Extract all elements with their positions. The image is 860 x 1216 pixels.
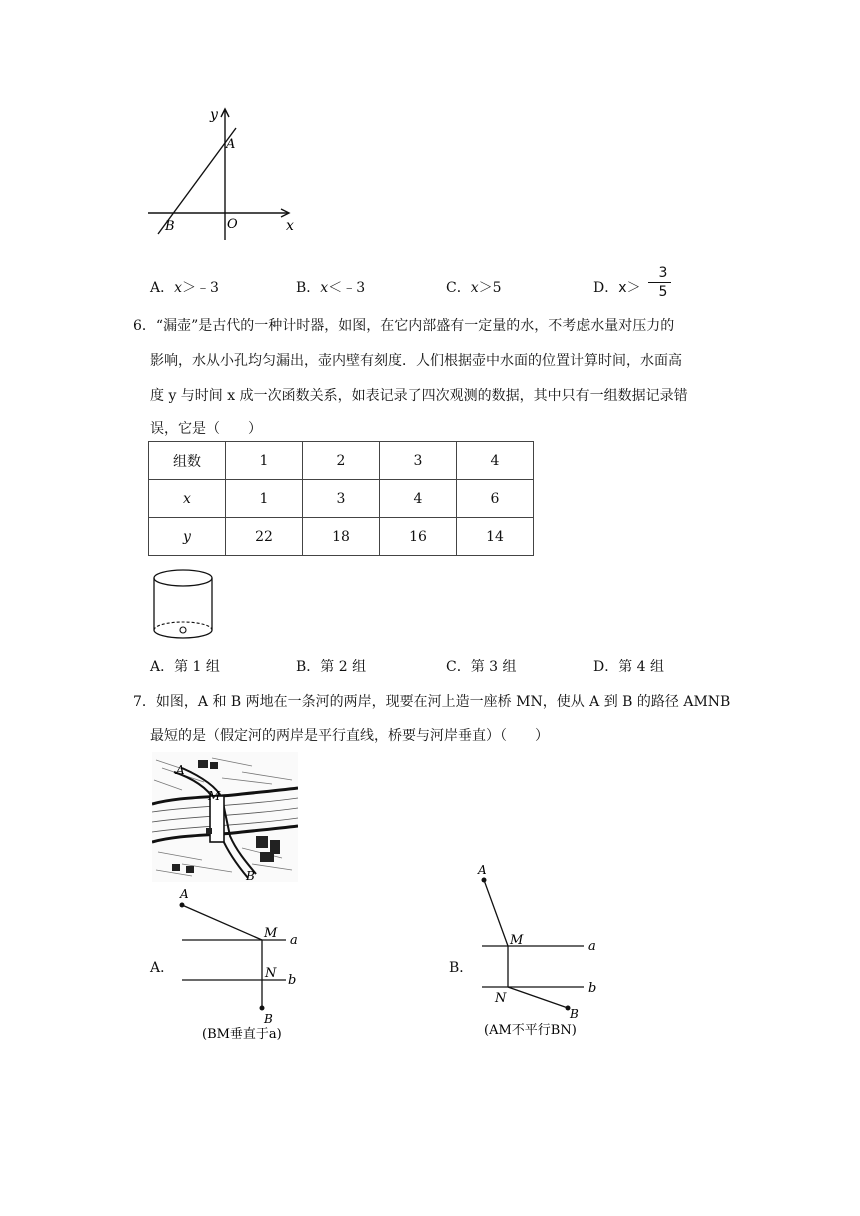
q6-data-table [148,441,534,556]
table-cell: 4 [457,442,534,480]
table-cell: 14 [457,518,534,556]
x-axis-label: x [286,218,294,234]
fraction-denominator: 5 [658,284,668,300]
label-n: N [265,966,277,981]
table-cell: 16 [380,518,457,556]
option-relation: ＞ [626,280,641,296]
option-prefix: B． [296,280,321,296]
q5-option-c[interactable] [446,277,502,297]
label-line-a: a [588,939,596,954]
label-line-a: a [290,933,298,948]
table-cell: y [149,518,226,556]
q7-option-a-diagram [170,886,320,1046]
table-cell: 18 [303,518,380,556]
table-cell: 6 [457,480,534,518]
option-prefix: C． [446,280,471,296]
q6-option-d[interactable]: D．第 4 组 [593,659,665,675]
q6-option-b[interactable]: B．第 2 组 [296,659,367,675]
q6-line-2: 影响，水从小孔均匀漏出，壶内壁有刻度．人们根据壶中水面的位置计算时间，水面高 [150,353,682,369]
point-b-label: B [165,219,175,234]
label-a: A [180,887,189,901]
label-a: A [478,864,487,877]
table-cell: 22 [226,518,303,556]
label-m: M [264,926,278,941]
photo-label-b: B [246,869,255,882]
table-cell: x [149,480,226,518]
photo-label-m: M [208,789,221,803]
table-cell: 2 [303,442,380,480]
point-a-dot [482,878,487,883]
table-cell: 3 [380,442,457,480]
label-n: N [495,991,507,1006]
option-prefix: A． [150,280,175,296]
q5-option-b[interactable] [296,277,365,297]
q7-option-a-prefix[interactable]: A． [150,960,175,976]
y-axis-label: y [210,107,218,123]
q7-option-b-diagram [468,864,618,1040]
photo-label-a: A [176,763,185,777]
option-b-caption: (AM不平行BN) [484,1023,577,1038]
option-a-caption: (BM垂直于a) [202,1027,282,1042]
q6-option-a[interactable]: A．第 1 组 [150,659,220,675]
label-m: M [510,933,524,948]
q5-option-d-fraction [655,265,671,300]
option-prefix: D． [593,280,619,296]
table-cell: 1 [226,480,303,518]
label-b: B [264,1012,273,1026]
q6-line-4: 误，它是（ ） [150,421,262,437]
point-a-label: A [226,137,236,152]
table-cell: 4 [380,480,457,518]
point-a-dot [180,903,185,908]
label-line-b: b [588,981,597,996]
option-relation: ＞﹣3 [182,280,219,296]
option-var: x [174,280,183,296]
q6-line-1: 6．“漏壶”是古代的一种计时器，如图，在它内部盛有一定量的水，不考虑水量对压力的 [133,318,675,334]
table-cell: 1 [226,442,303,480]
river-bridge-illustration [152,752,298,882]
fraction-bar [655,282,671,283]
water-clock-cylinder-diagram [148,566,218,646]
table-row [149,518,534,556]
origin-label: O [227,217,238,232]
q6-line-3: 度 y 与时间 x 成一次函数关系，如表记录了四次观测的数据，其中只有一组数据记录错 [150,388,688,404]
q5-option-d[interactable] [593,277,641,297]
option-relation: ＞5 [478,280,502,296]
q5-coordinate-graph [140,100,300,250]
label-line-b: b [288,973,297,988]
q7-option-b-prefix[interactable]: B． [449,960,474,976]
q6-option-c[interactable]: C．第 3 组 [446,659,517,675]
option-var: x [320,280,329,296]
table-cell: 组数 [149,442,226,480]
table-row [149,442,534,480]
q5-option-a[interactable] [150,277,219,297]
drain-hole-icon [180,627,186,633]
label-b: B [570,1007,579,1021]
fraction-numerator: 3 [658,265,668,281]
table-cell: 3 [303,480,380,518]
q7-line-2: 最短的是（假定河的两岸是平行直线，桥要与河岸垂直）（ ） [150,728,549,744]
minus-sign-icon [648,282,655,283]
table-row [149,480,534,518]
option-var: x [470,280,479,296]
q7-line-1: 7．如图，A 和 B 两地在一条河的两岸，现要在河上造一座桥 MN，使从 A 到 B 的路径 AMNB [133,694,731,710]
point-b-dot [260,1006,265,1011]
option-relation: ＜﹣3 [328,280,366,296]
option-var: x [618,280,627,296]
